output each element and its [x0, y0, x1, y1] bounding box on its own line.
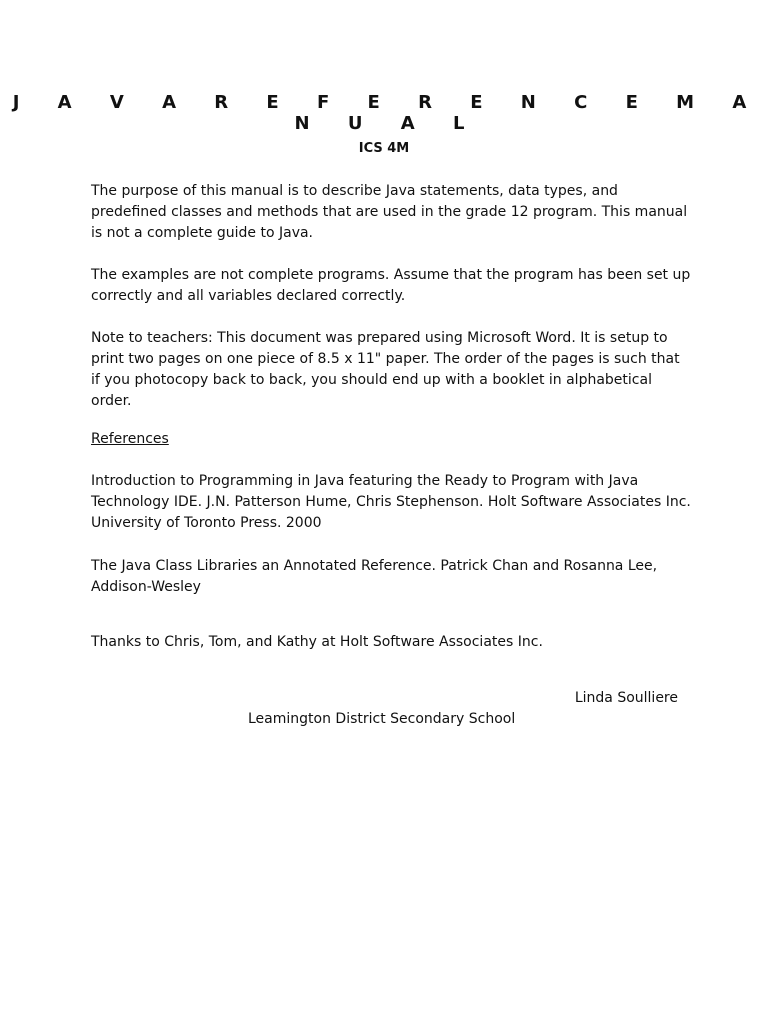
reference-item: Introduction to Programming in Java featuring the Ready to Program with Java Technology IDE. J.N. Patterson Hume, Chris Stephenson. Holt Software Associates Inc. University of Toronto Press. 2000: [91, 473, 691, 531]
examples-paragraph: The examples are not complete programs. Assume that the program has been set up correctly and all variables declared correctly.: [91, 267, 691, 304]
reference-item: The Java Class Libraries an Annotated Reference. Patrick Chan and Rosanna Lee, Addison-Wesley: [91, 558, 658, 595]
references-heading: References: [91, 431, 169, 447]
thanks-paragraph: Thanks to Chris, Tom, and Kathy at Holt Software Associates Inc.: [91, 634, 543, 650]
teachers-note-paragraph: Note to teachers: This document was prepared using Microsoft Word. It is setup to print two pages on one piece of 8.5 x 11" paper. The order of the pages is such that if you photocopy back to back, you should end up with a booklet in alphabetical order.: [91, 330, 680, 409]
document-subtitle: ICS 4M: [358, 141, 410, 156]
document-title: J A V A R E F E R E N C E M A N U A L: [12, 92, 756, 134]
intro-paragraph: The purpose of this manual is to describe Java statements, data types, and predefined classes and methods that are used in the grade 12 program. This manual is not a complete guide to Java.: [91, 183, 688, 241]
author-name: Linda Soulliere: [574, 690, 678, 706]
author-school: Leamington District Secondary School: [248, 711, 516, 727]
